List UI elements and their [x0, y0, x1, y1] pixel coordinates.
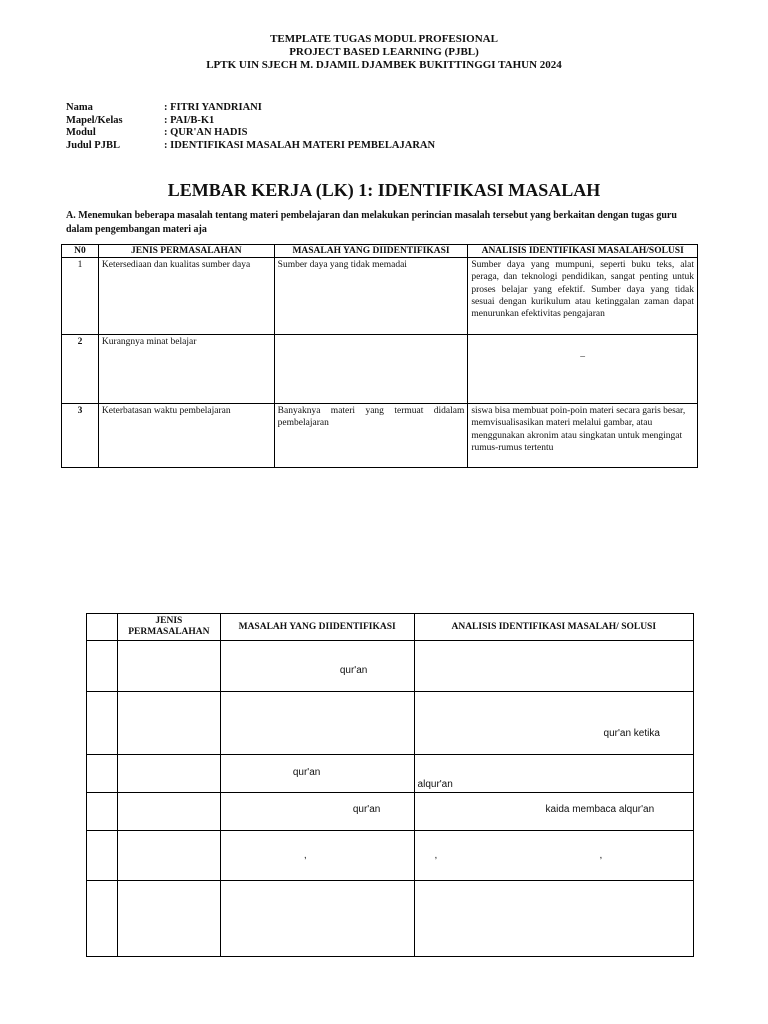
jenis-cell	[117, 755, 220, 793]
header-line-2: PROJECT BASED LEARNING (PJBL)	[289, 46, 479, 58]
analisis-cell: siswa bisa membuat poin-poin materi secara garis besar, memvisualisasikan materi melalui gambar, atau menggunakan akronim atau singkatan untuk mengingat rumus-rumus tertentu	[468, 404, 698, 468]
analisis-cell	[414, 831, 693, 881]
masalah-cell	[274, 335, 468, 404]
header-analisis: ANALISIS IDENTIFIKASI MASALAH/ SOLUSI	[414, 614, 693, 641]
identity-key: Modul	[66, 127, 96, 138]
row-number: 2	[62, 335, 99, 404]
no-cell	[87, 881, 118, 957]
no-cell	[87, 692, 118, 755]
cell-text: ,	[434, 850, 438, 861]
dash-mark: _	[580, 349, 586, 359]
cell-text: qur'an ketika	[603, 728, 660, 739]
identity-row	[66, 115, 435, 128]
cell-text: qur'an	[292, 767, 321, 778]
masalah-cell	[220, 692, 414, 755]
cell-text: ,	[303, 850, 307, 861]
jenis-cell	[117, 793, 220, 831]
no-cell	[87, 831, 118, 881]
header-no: N0	[62, 245, 99, 258]
analisis-cell	[414, 881, 693, 957]
jenis-cell	[117, 692, 220, 755]
identity-key: Mapel/Kelas	[66, 114, 123, 126]
jenis-cell: Keterbatasan waktu pembelajaran	[98, 404, 274, 468]
identity-row	[66, 102, 435, 115]
table-header-row	[62, 245, 698, 258]
header-masalah: MASALAH YANG DIIDENTIFIKASI	[220, 614, 414, 641]
table-row	[87, 755, 694, 793]
masalah-cell	[220, 793, 414, 831]
document-header	[0, 33, 768, 72]
identity-key: Nama	[66, 102, 93, 113]
jenis-cell: Ketersediaan dan kualitas sumber daya	[98, 258, 274, 335]
masalah-cell	[220, 881, 414, 957]
identity-value: : QUR'AN HADIS	[164, 127, 248, 138]
cell-text: ,	[599, 850, 603, 861]
analisis-cell	[414, 692, 693, 755]
problem-table	[61, 244, 698, 468]
faded-problem-table	[86, 613, 694, 957]
jenis-cell	[117, 641, 220, 692]
no-cell	[87, 755, 118, 793]
analisis-cell: Sumber daya yang mumpuni, seperti buku teks, alat peraga, dan teknologi pendidikan, sangat penting untuk proses belajar yang efektif. Sumber daya yang tidak sesuai dengan kurikulum atau ketinggalan zaman dapat menurunkan efektivitas pengajaran	[468, 258, 698, 335]
identity-row	[66, 140, 435, 153]
table-row	[87, 831, 694, 881]
identity-key: Judul PJBL	[66, 139, 120, 151]
cell-text: qur'an	[352, 804, 381, 815]
masalah-cell	[220, 831, 414, 881]
identity-row	[66, 127, 435, 140]
instruction-text: A. Menemukan beberapa masalah tentang materi pembelajaran dan melakukan perincian masalah tersebut yang berkaitan dengan tugas guru dalam pengembangan materi aja	[66, 210, 677, 235]
no-cell	[87, 641, 118, 692]
table-row	[87, 793, 694, 831]
table-row	[87, 692, 694, 755]
table-row	[62, 258, 698, 335]
analisis-cell	[468, 335, 698, 404]
jenis-cell: Kurangnya minat belajar	[98, 335, 274, 404]
worksheet-title: LEMBAR KERJA (LK) 1: IDENTIFIKASI MASALAH	[167, 180, 601, 200]
row-number: 3	[62, 404, 99, 468]
identity-block	[66, 102, 435, 152]
analisis-cell	[414, 641, 693, 692]
table-row	[87, 641, 694, 692]
cell-text: alqur'an	[417, 779, 453, 790]
cell-text: kaida membaca alqur'an	[545, 804, 655, 815]
identity-value: : IDENTIFIKASI MASALAH MATERI PEMBELAJARAN	[164, 139, 436, 151]
header-analisis: ANALISIS IDENTIFIKASI MASALAH/SOLUSI	[468, 245, 698, 258]
header-empty	[87, 614, 118, 641]
masalah-cell: Banyaknya materi yang termuat didalam pembelajaran	[274, 404, 468, 468]
table-header-row	[87, 614, 694, 641]
masalah-cell	[220, 641, 414, 692]
header-masalah: MASALAH YANG DIIDENTIFIKASI	[274, 245, 468, 258]
masalah-cell	[220, 755, 414, 793]
header-jenis: JENIS PERMASALAHAN	[117, 614, 220, 641]
jenis-cell	[117, 831, 220, 881]
table-row	[62, 404, 698, 468]
no-cell	[87, 793, 118, 831]
identity-value: : PAI/B-K1	[164, 114, 215, 126]
header-line-1: TEMPLATE TUGAS MODUL PROFESIONAL	[270, 33, 498, 45]
cell-text: qur'an	[339, 665, 368, 676]
header-line-3: LPTK UIN SJECH M. DJAMIL DJAMBEK BUKITTINGGI TAHUN 2024	[206, 59, 562, 71]
identity-value: : FITRI YANDRIANI	[164, 102, 262, 113]
masalah-cell: Sumber daya yang tidak memadai	[274, 258, 468, 335]
analisis-cell	[414, 793, 693, 831]
analisis-cell	[414, 755, 693, 793]
table-row	[87, 881, 694, 957]
header-jenis: JENIS PERMASALAHAN	[98, 245, 274, 258]
table-row	[62, 335, 698, 404]
row-number: 1	[62, 258, 99, 335]
jenis-cell	[117, 881, 220, 957]
